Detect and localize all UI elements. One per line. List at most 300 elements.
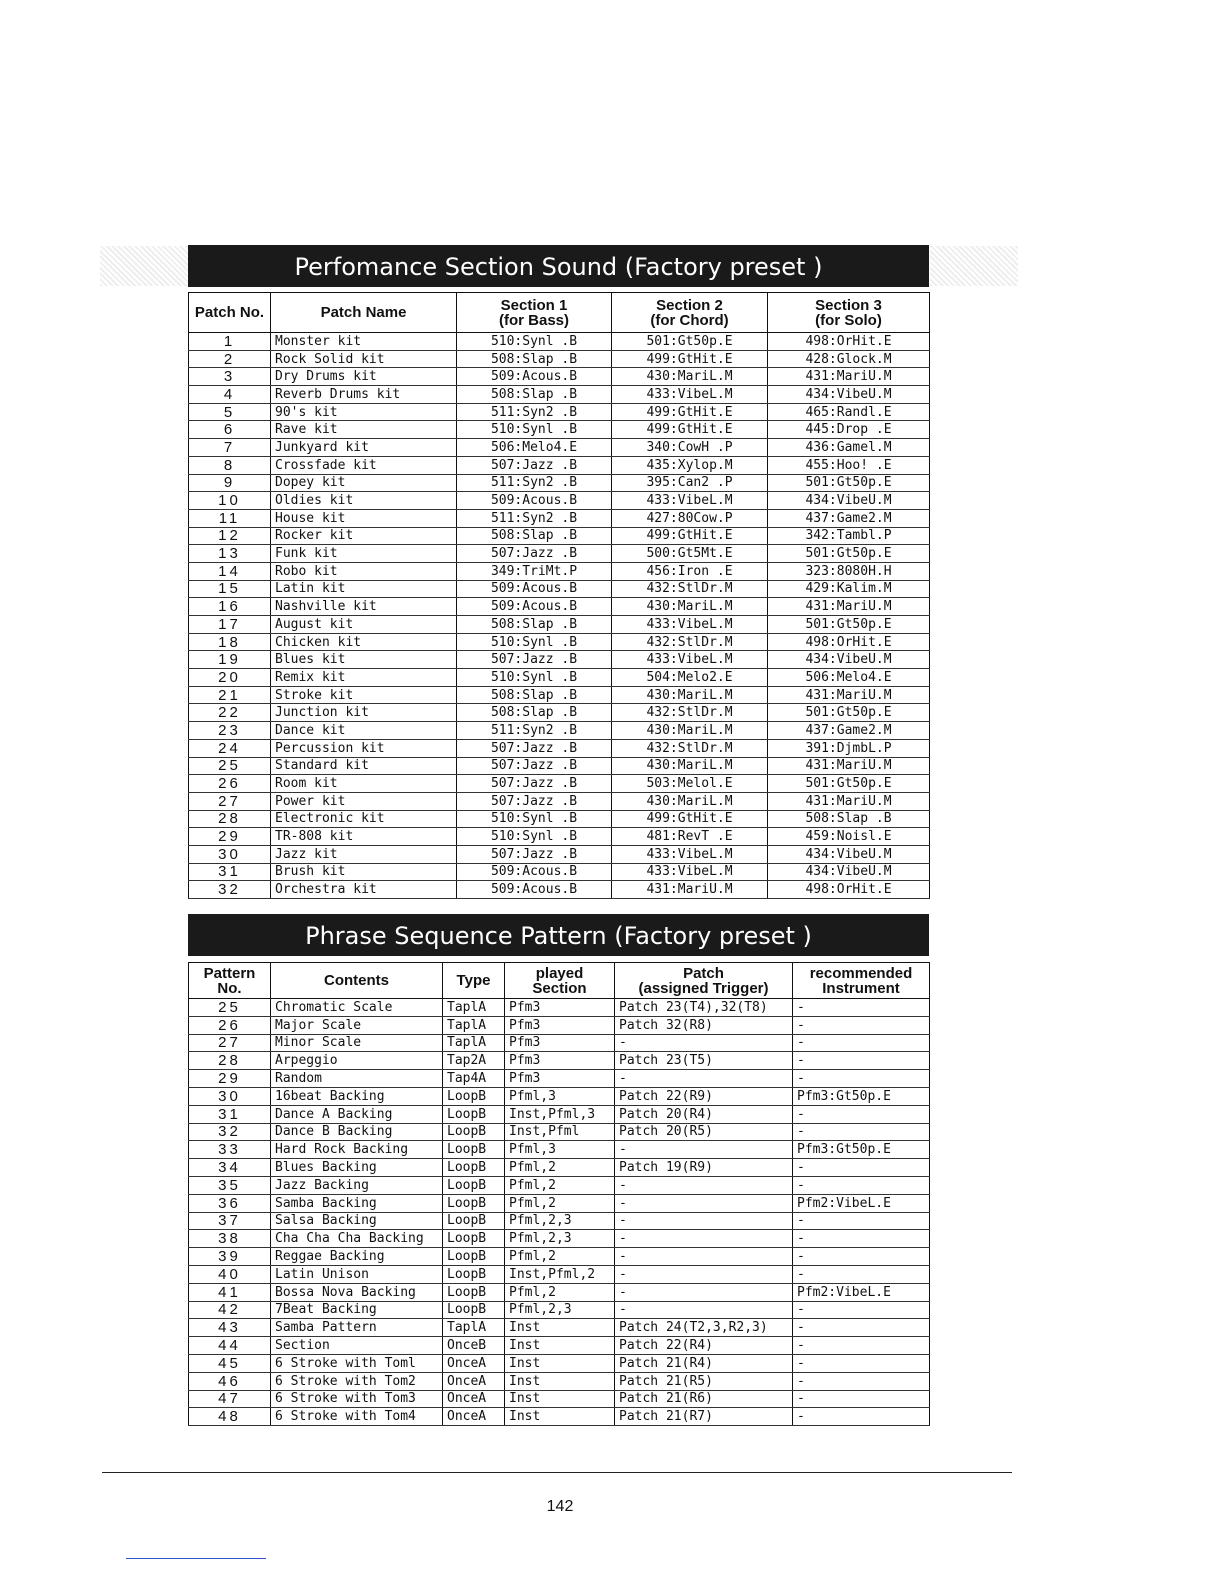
cell-section-2: 499:GtHit.E	[612, 810, 768, 828]
cell-patch-no: 24	[189, 739, 271, 757]
cell-section-1: 349:TriMt.P	[457, 562, 612, 580]
column-header-contents: Contents	[271, 963, 443, 999]
cell-recommended-instrument: -	[793, 1052, 930, 1070]
cell-section-3: 498:OrHit.E	[768, 633, 930, 651]
cell-section-2: 499:GtHit.E	[612, 421, 768, 439]
pattern-row	[189, 1390, 930, 1408]
cell-played-section: Pfm3	[505, 999, 615, 1017]
cell-type: LoopB	[443, 1176, 505, 1194]
cell-type: OnceA	[443, 1372, 505, 1390]
patch-row	[189, 439, 930, 457]
cell-recommended-instrument: -	[793, 1212, 930, 1230]
cell-patch-name: Dopey kit	[271, 474, 457, 492]
cell-recommended-instrument: Pfm3:Gt50p.E	[793, 1087, 930, 1105]
cell-patch-name: Blues kit	[271, 651, 457, 669]
cell-section-1: 511:Syn2 .B	[457, 403, 612, 421]
cell-section-2: 395:Can2 .P	[612, 474, 768, 492]
cell-section-3: 508:Slap .B	[768, 810, 930, 828]
cell-contents: 6 Stroke with Toml	[271, 1354, 443, 1372]
cell-contents: Section	[271, 1337, 443, 1355]
cell-played-section: Pfml,3	[505, 1087, 615, 1105]
column-header-section-1: Section 1 (for Bass)	[457, 293, 612, 333]
pattern-row	[189, 1194, 930, 1212]
cell-section-2: 501:Gt50p.E	[612, 333, 768, 351]
cell-section-1: 508:Slap .B	[457, 686, 612, 704]
cell-patch-no: 9	[189, 474, 271, 492]
cell-patch-no: 3	[189, 368, 271, 386]
cell-patch-trigger: -	[615, 1283, 793, 1301]
cell-section-3: 431:MariU.M	[768, 368, 930, 386]
cell-section-3: 465:Randl.E	[768, 403, 930, 421]
cell-contents: Cha Cha Cha Backing	[271, 1230, 443, 1248]
cell-section-1: 507:Jazz .B	[457, 845, 612, 863]
cell-patch-no: 21	[189, 686, 271, 704]
cell-recommended-instrument: -	[793, 999, 930, 1017]
cell-section-3: 323:8080H.H	[768, 562, 930, 580]
cell-type: LoopB	[443, 1194, 505, 1212]
cell-played-section: Inst,Pfml,3	[505, 1105, 615, 1123]
cell-patch-trigger: Patch 23(T4),32(T8)	[615, 999, 793, 1017]
cell-section-3: 501:Gt50p.E	[768, 616, 930, 634]
cell-contents: Samba Backing	[271, 1194, 443, 1212]
cell-patch-name: TR-808 kit	[271, 828, 457, 846]
cell-contents: 6 Stroke with Tom3	[271, 1390, 443, 1408]
cell-patch-name: Dance kit	[271, 722, 457, 740]
cell-section-3: 434:VibeU.M	[768, 863, 930, 881]
cell-played-section: Pfm3	[505, 1034, 615, 1052]
cell-recommended-instrument: -	[793, 1123, 930, 1141]
scan-speckle-left	[100, 246, 188, 286]
cell-contents: Dance B Backing	[271, 1123, 443, 1141]
cell-section-3: 431:MariU.M	[768, 757, 930, 775]
cell-pattern-no: 48	[189, 1408, 271, 1426]
cell-type: LoopB	[443, 1301, 505, 1319]
cell-recommended-instrument: -	[793, 1034, 930, 1052]
cell-played-section: Inst	[505, 1354, 615, 1372]
cell-patch-trigger: Patch 23(T5)	[615, 1052, 793, 1070]
patch-row	[189, 686, 930, 704]
column-header-patch-name: Patch Name	[271, 293, 457, 333]
cell-type: LoopB	[443, 1230, 505, 1248]
cell-type: TaplA	[443, 999, 505, 1017]
cell-contents: 6 Stroke with Tom2	[271, 1372, 443, 1390]
cell-played-section: Inst	[505, 1372, 615, 1390]
cell-contents: Bossa Nova Backing	[271, 1283, 443, 1301]
pattern-row	[189, 1212, 930, 1230]
cell-section-2: 499:GtHit.E	[612, 403, 768, 421]
cell-patch-name: Brush kit	[271, 863, 457, 881]
cell-pattern-no: 26	[189, 1016, 271, 1034]
cell-section-2: 433:VibeL.M	[612, 616, 768, 634]
cell-patch-name: Crossfade kit	[271, 456, 457, 474]
cell-patch-name: Rock Solid kit	[271, 350, 457, 368]
cell-type: OnceA	[443, 1408, 505, 1426]
cell-played-section: Pfml,3	[505, 1141, 615, 1159]
cell-patch-no: 10	[189, 492, 271, 510]
cell-recommended-instrument: -	[793, 1070, 930, 1088]
cell-type: LoopB	[443, 1265, 505, 1283]
pattern-row	[189, 1230, 930, 1248]
cell-recommended-instrument: Pfm2:VibeL.E	[793, 1194, 930, 1212]
cell-played-section: Pfml,2	[505, 1176, 615, 1194]
cell-section-1: 509:Acous.B	[457, 492, 612, 510]
cell-patch-trigger: -	[615, 1230, 793, 1248]
column-header-patch-trigger: Patch (assigned Trigger)	[615, 963, 793, 999]
cell-recommended-instrument: -	[793, 1016, 930, 1034]
cell-played-section: Inst	[505, 1319, 615, 1337]
cell-patch-trigger: Patch 20(R5)	[615, 1123, 793, 1141]
cell-section-1: 510:Synl .B	[457, 810, 612, 828]
pattern-row	[189, 1123, 930, 1141]
cell-patch-no: 6	[189, 421, 271, 439]
cell-pattern-no: 44	[189, 1337, 271, 1355]
page-number: 142	[546, 1498, 574, 1515]
cell-section-1: 507:Jazz .B	[457, 775, 612, 793]
cell-patch-name: Standard kit	[271, 757, 457, 775]
cell-section-1: 511:Syn2 .B	[457, 509, 612, 527]
cell-patch-no: 23	[189, 722, 271, 740]
patch-row	[189, 881, 930, 899]
cell-section-2: 456:Iron .E	[612, 562, 768, 580]
cell-contents: Jazz Backing	[271, 1176, 443, 1194]
cell-section-1: 510:Synl .B	[457, 828, 612, 846]
cell-section-1: 509:Acous.B	[457, 580, 612, 598]
cell-section-3: 429:Kalim.M	[768, 580, 930, 598]
patch-row	[189, 845, 930, 863]
cell-patch-name: Remix kit	[271, 669, 457, 687]
patch-row	[189, 828, 930, 846]
cell-section-1: 507:Jazz .B	[457, 545, 612, 563]
patch-row	[189, 580, 930, 598]
cell-contents: Reggae Backing	[271, 1248, 443, 1266]
cell-section-3: 434:VibeU.M	[768, 492, 930, 510]
cell-pattern-no: 36	[189, 1194, 271, 1212]
cell-section-1: 507:Jazz .B	[457, 456, 612, 474]
column-header-recommended-instrument: recommended Instrument	[793, 963, 930, 999]
column-header-played-section: played Section	[505, 963, 615, 999]
cell-section-2: 430:MariL.M	[612, 368, 768, 386]
cell-section-3: 436:Gamel.M	[768, 439, 930, 457]
cell-section-1: 509:Acous.B	[457, 881, 612, 899]
cell-section-3: 455:Hoo! .E	[768, 456, 930, 474]
cell-patch-trigger: -	[615, 1176, 793, 1194]
cell-played-section: Pfml,2,3	[505, 1230, 615, 1248]
performance-table-header	[189, 293, 930, 333]
cell-type: LoopB	[443, 1141, 505, 1159]
cell-patch-trigger: -	[615, 1265, 793, 1283]
cell-pattern-no: 35	[189, 1176, 271, 1194]
cell-recommended-instrument: -	[793, 1230, 930, 1248]
pattern-row	[189, 1319, 930, 1337]
cell-section-1: 509:Acous.B	[457, 863, 612, 881]
cell-contents: Salsa Backing	[271, 1212, 443, 1230]
cell-section-3: 434:VibeU.M	[768, 651, 930, 669]
phrase-table-body	[189, 999, 930, 1426]
cell-contents: Chromatic Scale	[271, 999, 443, 1017]
patch-row	[189, 598, 930, 616]
cell-section-2: 431:MariU.M	[612, 881, 768, 899]
pattern-row	[189, 1301, 930, 1319]
patch-row	[189, 562, 930, 580]
cell-contents: 6 Stroke with Tom4	[271, 1408, 443, 1426]
cell-section-1: 507:Jazz .B	[457, 739, 612, 757]
cell-recommended-instrument: -	[793, 1105, 930, 1123]
cell-section-2: 433:VibeL.M	[612, 492, 768, 510]
column-header-pattern-no: Pattern No.	[189, 963, 271, 999]
patch-row	[189, 421, 930, 439]
cell-section-3: 498:OrHit.E	[768, 333, 930, 351]
cell-section-1: 510:Synl .B	[457, 421, 612, 439]
cell-patch-trigger: -	[615, 1034, 793, 1052]
cell-type: LoopB	[443, 1283, 505, 1301]
cell-patch-name: Robo kit	[271, 562, 457, 580]
patch-row	[189, 792, 930, 810]
cell-contents: 7Beat Backing	[271, 1301, 443, 1319]
cell-patch-name: Power kit	[271, 792, 457, 810]
patch-row	[189, 651, 930, 669]
cell-contents: Arpeggio	[271, 1052, 443, 1070]
cell-section-1: 511:Syn2 .B	[457, 474, 612, 492]
cell-section-2: 433:VibeL.M	[612, 386, 768, 404]
cell-patch-no: 26	[189, 775, 271, 793]
patch-row	[189, 669, 930, 687]
cell-contents: Blues Backing	[271, 1159, 443, 1177]
cell-section-2: 427:80Cow.P	[612, 509, 768, 527]
patch-row	[189, 775, 930, 793]
cell-recommended-instrument: -	[793, 1372, 930, 1390]
cell-pattern-no: 28	[189, 1052, 271, 1070]
cell-type: OnceB	[443, 1337, 505, 1355]
cell-section-3: 391:DjmbL.P	[768, 739, 930, 757]
cell-patch-no: 2	[189, 350, 271, 368]
cell-patch-no: 19	[189, 651, 271, 669]
patch-row	[189, 863, 930, 881]
cell-section-1: 508:Slap .B	[457, 386, 612, 404]
pattern-row	[189, 1354, 930, 1372]
cell-patch-trigger: Patch 21(R5)	[615, 1372, 793, 1390]
cell-section-2: 430:MariL.M	[612, 792, 768, 810]
cell-patch-trigger: Patch 19(R9)	[615, 1159, 793, 1177]
cell-played-section: Pfm3	[505, 1016, 615, 1034]
cell-type: TaplA	[443, 1319, 505, 1337]
cell-patch-trigger: Patch 20(R4)	[615, 1105, 793, 1123]
cell-patch-no: 13	[189, 545, 271, 563]
cell-patch-no: 12	[189, 527, 271, 545]
pattern-row	[189, 999, 930, 1017]
cell-pattern-no: 45	[189, 1354, 271, 1372]
cell-played-section: Pfml,2,3	[505, 1301, 615, 1319]
pattern-row	[189, 1052, 930, 1070]
cell-section-1: 509:Acous.B	[457, 368, 612, 386]
cell-played-section: Inst,Pfml	[505, 1123, 615, 1141]
patch-row	[189, 704, 930, 722]
cell-type: LoopB	[443, 1105, 505, 1123]
pattern-row	[189, 1016, 930, 1034]
patch-row	[189, 527, 930, 545]
patch-row	[189, 456, 930, 474]
cell-section-2: 430:MariL.M	[612, 722, 768, 740]
cell-type: TaplA	[443, 1034, 505, 1052]
cell-section-3: 506:Melo4.E	[768, 669, 930, 687]
cell-recommended-instrument: -	[793, 1354, 930, 1372]
cell-patch-name: Stroke kit	[271, 686, 457, 704]
cell-patch-no: 22	[189, 704, 271, 722]
cell-patch-no: 18	[189, 633, 271, 651]
cell-played-section: Inst	[505, 1408, 615, 1426]
column-header-section-2: Section 2 (for Chord)	[612, 293, 768, 333]
cell-patch-no: 15	[189, 580, 271, 598]
cell-section-3: 445:Drop .E	[768, 421, 930, 439]
cell-section-1: 509:Acous.B	[457, 598, 612, 616]
cell-played-section: Pfml,2	[505, 1159, 615, 1177]
phrase-sequence-title: Phrase Sequence Pattern (Factory preset )	[188, 914, 929, 956]
cell-patch-no: 20	[189, 669, 271, 687]
cell-pattern-no: 30	[189, 1087, 271, 1105]
cell-section-1: 510:Synl .B	[457, 669, 612, 687]
pattern-row	[189, 1034, 930, 1052]
cell-section-2: 433:VibeL.M	[612, 863, 768, 881]
cell-section-1: 506:Melo4.E	[457, 439, 612, 457]
cell-recommended-instrument: -	[793, 1176, 930, 1194]
patch-row	[189, 509, 930, 527]
cell-patch-trigger: Patch 32(R8)	[615, 1016, 793, 1034]
cell-patch-name: Reverb Drums kit	[271, 386, 457, 404]
patch-row	[189, 739, 930, 757]
cell-played-section: Inst,Pfml,2	[505, 1265, 615, 1283]
cell-section-1: 508:Slap .B	[457, 704, 612, 722]
cell-pattern-no: 27	[189, 1034, 271, 1052]
cell-pattern-no: 25	[189, 999, 271, 1017]
cell-section-3: 342:Tambl.P	[768, 527, 930, 545]
cell-section-3: 501:Gt50p.E	[768, 704, 930, 722]
cell-section-1: 511:Syn2 .B	[457, 722, 612, 740]
cell-patch-trigger: Patch 22(R9)	[615, 1087, 793, 1105]
cell-section-3: 498:OrHit.E	[768, 881, 930, 899]
cell-type: Tap4A	[443, 1070, 505, 1088]
cell-patch-name: Room kit	[271, 775, 457, 793]
cell-patch-name: Junkyard kit	[271, 439, 457, 457]
cell-patch-trigger: -	[615, 1212, 793, 1230]
column-header-section-3: Section 3 (for Solo)	[768, 293, 930, 333]
cell-played-section: Pfml,2	[505, 1194, 615, 1212]
cell-pattern-no: 43	[189, 1319, 271, 1337]
cell-played-section: Pfm3	[505, 1070, 615, 1088]
cell-contents: Samba Pattern	[271, 1319, 443, 1337]
cell-patch-trigger: Patch 21(R4)	[615, 1354, 793, 1372]
footer-rule	[102, 1472, 1012, 1473]
cell-recommended-instrument: Pfm3:Gt50p.E	[793, 1141, 930, 1159]
cell-type: TaplA	[443, 1016, 505, 1034]
cell-recommended-instrument: -	[793, 1248, 930, 1266]
cell-section-2: 504:Melo2.E	[612, 669, 768, 687]
cell-section-3: 428:Glock.M	[768, 350, 930, 368]
pattern-row	[189, 1408, 930, 1426]
cell-pattern-no: 39	[189, 1248, 271, 1266]
patch-row	[189, 722, 930, 740]
patch-row	[189, 810, 930, 828]
cell-patch-trigger: -	[615, 1301, 793, 1319]
patch-row	[189, 403, 930, 421]
performance-table-body	[189, 333, 930, 899]
cell-contents: Latin Unison	[271, 1265, 443, 1283]
scan-speckle-right	[930, 246, 1018, 286]
cell-section-1: 510:Synl .B	[457, 633, 612, 651]
patch-row	[189, 633, 930, 651]
cell-recommended-instrument: -	[793, 1337, 930, 1355]
cell-section-2: 481:RevT .E	[612, 828, 768, 846]
cell-section-1: 507:Jazz .B	[457, 651, 612, 669]
cell-section-2: 503:Melol.E	[612, 775, 768, 793]
cell-patch-name: Jazz kit	[271, 845, 457, 863]
cell-patch-trigger: -	[615, 1194, 793, 1212]
cell-section-2: 432:StlDr.M	[612, 704, 768, 722]
cell-patch-no: 1	[189, 333, 271, 351]
cell-recommended-instrument: -	[793, 1301, 930, 1319]
phrase-table-header	[189, 963, 930, 999]
cell-section-3: 431:MariU.M	[768, 686, 930, 704]
pattern-row	[189, 1176, 930, 1194]
cell-type: OnceA	[443, 1354, 505, 1372]
pattern-row	[189, 1087, 930, 1105]
link-underline	[126, 1558, 266, 1559]
pattern-row	[189, 1265, 930, 1283]
cell-section-2: 499:GtHit.E	[612, 527, 768, 545]
cell-played-section: Pfml,2,3	[505, 1212, 615, 1230]
column-header-patch-no: Patch No.	[189, 293, 271, 333]
cell-contents: Major Scale	[271, 1016, 443, 1034]
cell-patch-no: 32	[189, 881, 271, 899]
patch-row	[189, 368, 930, 386]
cell-section-3: 437:Game2.M	[768, 509, 930, 527]
cell-pattern-no: 34	[189, 1159, 271, 1177]
cell-patch-no: 25	[189, 757, 271, 775]
cell-section-3: 431:MariU.M	[768, 598, 930, 616]
cell-patch-no: 27	[189, 792, 271, 810]
cell-patch-name: Nashville kit	[271, 598, 457, 616]
cell-section-1: 507:Jazz .B	[457, 792, 612, 810]
cell-patch-trigger: -	[615, 1070, 793, 1088]
cell-patch-name: Percussion kit	[271, 739, 457, 757]
cell-pattern-no: 47	[189, 1390, 271, 1408]
patch-row	[189, 545, 930, 563]
cell-patch-name: Rocker kit	[271, 527, 457, 545]
cell-contents: Random	[271, 1070, 443, 1088]
patch-row	[189, 492, 930, 510]
cell-type: OnceA	[443, 1390, 505, 1408]
cell-patch-no: 30	[189, 845, 271, 863]
cell-section-2: 432:StlDr.M	[612, 739, 768, 757]
cell-section-3: 434:VibeU.M	[768, 845, 930, 863]
cell-patch-trigger: Patch 21(R6)	[615, 1390, 793, 1408]
performance-section-title: Perfomance Section Sound (Factory preset )	[188, 245, 929, 287]
cell-patch-name: Monster kit	[271, 333, 457, 351]
cell-section-1: 508:Slap .B	[457, 350, 612, 368]
cell-section-3: 501:Gt50p.E	[768, 775, 930, 793]
cell-section-2: 430:MariL.M	[612, 686, 768, 704]
cell-type: LoopB	[443, 1248, 505, 1266]
cell-contents: Hard Rock Backing	[271, 1141, 443, 1159]
cell-patch-no: 11	[189, 509, 271, 527]
cell-section-2: 340:CowH .P	[612, 439, 768, 457]
patch-row	[189, 333, 930, 351]
cell-patch-trigger: Patch 24(T2,3,R2,3)	[615, 1319, 793, 1337]
cell-patch-no: 5	[189, 403, 271, 421]
cell-patch-trigger: Patch 22(R4)	[615, 1337, 793, 1355]
phrase-sequence-table	[188, 962, 930, 1426]
cell-section-2: 433:VibeL.M	[612, 845, 768, 863]
cell-played-section: Pfml,2	[505, 1248, 615, 1266]
cell-type: LoopB	[443, 1123, 505, 1141]
